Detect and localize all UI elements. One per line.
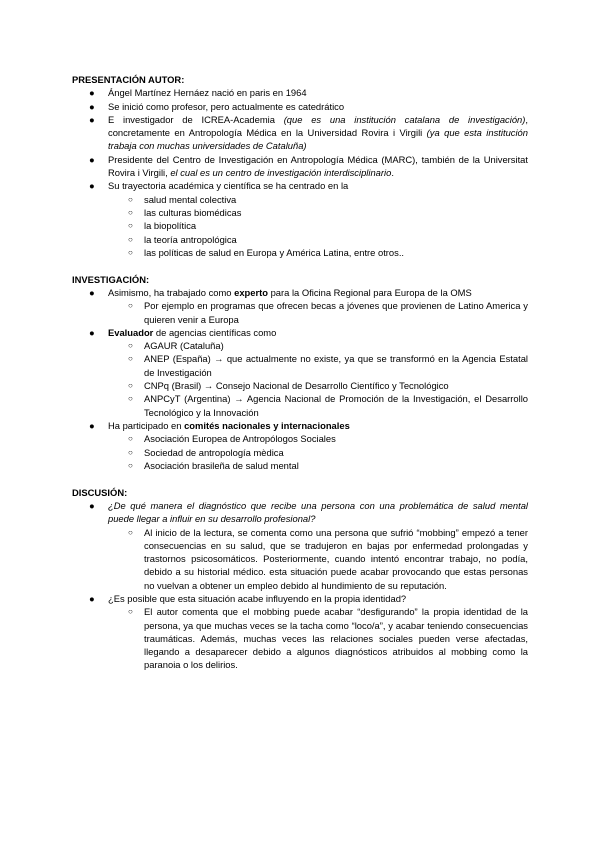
circle-bullet-icon: ○ — [128, 381, 133, 391]
section-discusion — [72, 486, 528, 672]
circle-bullet-icon: ○ — [128, 221, 133, 231]
sub-list — [72, 339, 528, 419]
sub-list-item: ○ CNPq (Brasil) → Consejo Nacional de Desarrollo Científico y Tecnológico — [128, 380, 449, 392]
circle-bullet-icon: ○ — [128, 434, 133, 444]
sub-list-item: ○ El autor comenta que el mobbing puede acabar “desfigurando” la propia identidad de la persona, ya que muchas veces se la tacha como “loco/a”, y acabar teniendo consecuencias traumáticas. Además, muchas veces las relaciones sociales pueden verse afectadas, llegando a desaparecer debido a algunos diagnósticos atribuidos al mobbing como la paranoia o los delirios. — [128, 606, 528, 671]
bullet-icon: ● — [89, 286, 95, 298]
sub-list-item: ○ las culturas biomédicas — [128, 206, 242, 218]
list-item: ● Ha participado en comités nacionales y internacionales ○ Asociación Europea de Antropólogos Sociales ○ Sociedad de antropología mèdica ○ Asociación brasileña de salud mental — [72, 419, 528, 472]
sub-list-item: ○ AGAUR (Cataluña) — [128, 340, 224, 352]
sub-list-item: ○ ANPCyT (Argentina) → Agencia Nacional de Promoción de la Investigación, el Desarrollo Tecnológico y la Innovación — [128, 393, 528, 418]
circle-bullet-icon: ○ — [128, 341, 133, 351]
sub-list-item: ○ Sociedad de antropología mèdica — [128, 446, 284, 458]
list-item: ● Se inició como profesor, pero actualmente es catedrático — [89, 100, 345, 112]
sub-list-item: ○ Asociación brasileña de salud mental — [128, 459, 299, 471]
section-title: DISCUSIÓN: — [72, 486, 128, 498]
sub-list-item: ○ la biopolítica — [128, 220, 197, 232]
list-item: ● Su trayectoria académica y científica se ha centrado en la ○ salud mental colectiva ○ las culturas biomédicas ○ la biopolítica ○ la teoría antropológica ○ las políticas de salud en Europa y América Latina, entre otros.. — [72, 179, 528, 259]
sub-list — [72, 299, 528, 326]
section-title: INVESTIGACIÓN: — [72, 273, 150, 285]
sub-list-item: ○ Asociación Europea de Antropólogos Sociales — [128, 433, 336, 445]
list-item: ● E investigador de ICREA-Academia (que es una institución catalana de investigación), concretamente en Antropología Médica en la Universidad Rovira i Virgili (ya que esta institución trabaja con muchas universidades de Cataluña) — [89, 113, 528, 152]
sub-list — [72, 432, 528, 472]
section-presentacion — [72, 73, 528, 259]
circle-bullet-icon: ○ — [128, 234, 133, 244]
list-item: ● Ángel Martínez Hernáez nació en paris en 1964 — [89, 87, 307, 99]
sub-list-item: ○ Al inicio de la lectura, se comenta como una persona que sufrió “mobbing” empezó a tener consecuencias en su salud, que se tradujeron en bajas por enfermedad prolongadas y trastornos psicosomáticos. Posteriormente, cuando intentó encontrar trabajo, no podía, debido a su historial médico. esta situación puede acabar provocando que estas personas no vuelvan a obtener un empleo debido al hundimiento de su reputación. — [128, 526, 528, 591]
circle-bullet-icon: ○ — [128, 207, 133, 217]
sub-list-item: ○ Por ejemplo en programas que ofrecen becas a jóvenes que provienen de Latino America y quieren venir a Europa — [128, 300, 528, 325]
circle-bullet-icon: ○ — [128, 460, 133, 470]
bullet-icon: ● — [89, 113, 95, 125]
bullet-list — [72, 286, 528, 472]
circle-bullet-icon: ○ — [128, 607, 133, 617]
bullet-icon: ● — [89, 419, 95, 431]
sub-list-item: ○ las políticas de salud en Europa y América Latina, entre otros.. — [128, 246, 405, 258]
bullet-icon: ● — [89, 180, 95, 192]
sub-list-item: ○ salud mental colectiva — [128, 193, 237, 205]
circle-bullet-icon: ○ — [128, 354, 133, 364]
circle-bullet-icon: ○ — [128, 527, 133, 537]
sub-list — [72, 605, 528, 671]
bullet-list — [72, 499, 528, 672]
sub-list — [72, 526, 528, 592]
list-item: ● Presidente del Centro de Investigación en Antropología Médica (MARC), también de la Universitat Rovira i Virgili, el cual es un centro de investigación interdisciplinario. — [89, 153, 528, 179]
circle-bullet-icon: ○ — [128, 247, 133, 257]
bullet-icon: ● — [89, 87, 95, 99]
sub-list-item: ○ la teoría antropológica — [128, 233, 237, 245]
circle-bullet-icon: ○ — [128, 447, 133, 457]
section-investigacion — [72, 273, 528, 472]
bullet-list — [72, 86, 528, 259]
bullet-icon: ● — [89, 100, 95, 112]
sub-list — [72, 193, 528, 259]
bullet-icon: ● — [89, 153, 95, 165]
list-item: ● ¿De qué manera el diagnóstico que recibe una persona con una problemática de salud mental puede llegar a influir en su desarrollo profesional? ○ Al inicio de la lectura, se comenta como una persona que sufrió “mobbing” empezó a tener consecuencias en su salud, que se tradujeron en bajas por enfermedad prolongadas y trastornos psicosomáticos. Posteriormente, cuando intentó encontrar trabajo, no podía, debido a su historial médico. esta situación puede acabar provocando que estas personas no vuelvan a obtener un empleo debido al hundimiento de su reputación. — [72, 499, 528, 592]
section-title: PRESENTACIÓN AUTOR: — [72, 74, 185, 85]
list-item: ● ¿Es posible que esta situación acabe influyendo en la propia identidad? ○ El autor comenta que el mobbing puede acabar “desfigurando” la propia identidad de la persona, ya que muchas veces se la tacha como “loco/a”, y acabar teniendo consecuencias traumáticas. Además, muchas veces las relaciones sociales pueden verse afectadas, llegando a desaparecer debido a algunos diagnósticos atribuidos al mobbing como la paranoia o los delirios. — [72, 592, 528, 672]
sub-list-item: ○ ANEP (España) → que actualmente no existe, ya que se transformó en la Agencia Estatal de Investigación — [128, 353, 528, 378]
list-item: ● Evaluador de agencias científicas como ○ AGAUR (Cataluña) ○ ANEP (España) → que actualmente no existe, ya que se transformó en la Agencia Estatal de Investigación ○ CNPq (Brasil) → Consejo Nacional de Desarrollo Científico y Tecnológico ○ ANPCyT (Argentina) → Agencia Nacional de Promoción de la Investigación, el Desarrollo Tecnológico y la Innovación — [72, 326, 528, 419]
bullet-icon: ● — [89, 499, 95, 511]
circle-bullet-icon: ○ — [128, 394, 133, 404]
circle-bullet-icon: ○ — [128, 301, 133, 311]
list-item: ● Asimismo, ha trabajado como experto para la Oficina Regional para Europa de la OMS ○ Por ejemplo en programas que ofrecen becas a jóvenes que provienen de Latino America y quieren venir a Europa — [72, 286, 528, 326]
document-content — [72, 73, 528, 685]
bullet-icon: ● — [89, 592, 95, 604]
circle-bullet-icon: ○ — [128, 194, 133, 204]
bullet-icon: ● — [89, 326, 95, 338]
